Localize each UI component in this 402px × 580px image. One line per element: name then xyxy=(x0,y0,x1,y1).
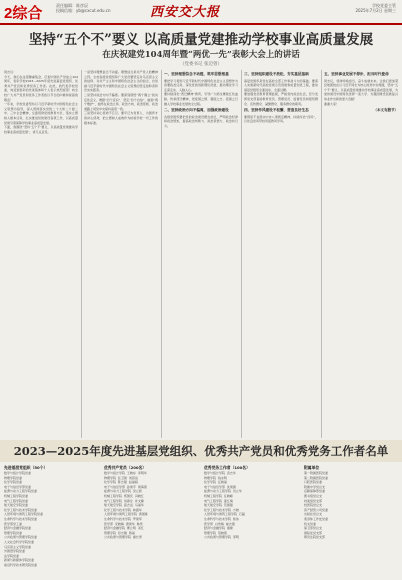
roster-entry: 档案馆党支部 xyxy=(304,498,323,503)
date-line: 2025年7月2日 星期三 xyxy=(355,8,396,13)
roster-entry: 航天航空学院党委 xyxy=(4,503,29,508)
roster-entry: 第二附属医院党委 xyxy=(304,475,329,480)
roster-entry: 能源与动力工程学院党委 xyxy=(4,489,38,494)
article-column-5 xyxy=(324,70,398,438)
paragraph: 一年来，学校党委坚持以习近平新时代中国特色社会主义思想为指导，深入贯彻落实党的二十大和二十届二中、三中全会精神，全面贯彻党的教育方针，落实立德树人根本任务，扎实推进党的建设各项工作，以高质量党建引领保障学校事业高质量发展。 xyxy=(4,102,78,125)
top-rule xyxy=(0,23,402,25)
roster-entry: 物理学院 张卫国 刘思远 xyxy=(104,475,138,480)
masthead xyxy=(0,0,402,24)
roster-entry: 电子与信息学部 沈建国 xyxy=(204,484,236,489)
article-headline: 坚持“五个不”要义 以高质量党建推动学校事业高质量发展 xyxy=(28,32,374,48)
article-note: （本文有删节） xyxy=(373,108,398,113)
roster-entry: 电气工程学院 何春生 许文静 xyxy=(104,498,144,503)
roster-entry: 公共政策与管理学院 谢长青 xyxy=(104,535,142,540)
roster-entry: 能源与动力工程学院 田立华 xyxy=(204,489,242,494)
roster-entry: 保卫部党总支 xyxy=(304,526,323,531)
paragraph: 要加强党员教育管理监督，严格党内政治生活，充分发挥党支部直接教育党员、管理党员、监督党员和组织群众、宣传群众、凝聚群众、服务群众的职责。 xyxy=(244,92,318,106)
roster-entry: 管理学院党委 xyxy=(4,530,23,535)
roster-entry: 化学学院党委 xyxy=(4,480,23,485)
email-line: 投稿信箱：yb@cxcut.edu.cn xyxy=(56,8,111,13)
roster-entry: 管理学院 贺晓燕 xyxy=(204,530,227,535)
roster-entry: 化学工程与技术学院 林振华 xyxy=(104,507,142,512)
roster-entry: 机关党委 xyxy=(304,521,317,526)
roster-entry: 医学部 宋晓梅 唐建华 韩雪 xyxy=(104,521,143,526)
roster-entry: 电气工程学院 姜红梅 xyxy=(204,498,233,503)
roster-entry: 医学部党工委 xyxy=(4,521,23,526)
roster-entry: 化学学院 汪晓丽 xyxy=(204,480,227,485)
newspaper-logo: 西安交大报 xyxy=(150,5,221,20)
roster-entry: 化学工程与技术学院党委 xyxy=(4,507,38,512)
roster-entry: 资产经营公司党委 xyxy=(304,507,329,512)
paragraph: 基层党组织是党在高校全部工作和战斗力的基础。要深入实施新时代高校党建示范创建和质量创优工程，推动基层党组织全面进步、全面过硬。 xyxy=(244,78,318,92)
roster-entry: 航天航空学院 范国强 xyxy=(204,503,233,508)
dateline xyxy=(355,3,396,13)
roster-entry: 航天航空学院 高志远 马丽华 xyxy=(104,503,144,508)
section-subhead: 四、坚持作风建设不松懈，营造良好生态 xyxy=(244,108,309,113)
section-subhead: 一、坚持理想信念不动摇，筑牢思想根基 xyxy=(164,72,229,76)
roster-entry: 电子与信息学部党委 xyxy=(4,484,32,489)
roster-entry: 管理学院 彭志刚 蒋丽 xyxy=(104,530,135,535)
paragraph: 同志们： xyxy=(4,70,17,74)
roster-entry: 外国语学院党委 xyxy=(4,549,26,554)
roster-entry: 经济与金融学院党委 xyxy=(4,526,32,531)
paragraph: 各级党组织要把党的政治建设摆在首位，严明政治纪律和政治规矩，提高政治判断力、政治领悟力、政治执行力。 xyxy=(164,114,238,128)
roster-entry: 法学院党委 xyxy=(4,553,20,558)
roster-section-title: 优秀党务工作者（100名） xyxy=(204,465,250,470)
roster-entry: 生命科学与技术学院 熊伟 xyxy=(204,516,239,521)
roster-entry: 出版社党总支 xyxy=(304,512,323,517)
roster-entry: 生命科学与技术学院党委 xyxy=(4,516,38,521)
roster-entry: 机械工程学院党委 xyxy=(4,493,29,498)
roster-column-1 xyxy=(4,464,98,576)
roster-entry: 机械工程学院 郑国庆 冯晓红 xyxy=(104,493,144,498)
column-divider xyxy=(321,70,322,438)
roster-entry: 研究生院党支部 xyxy=(304,535,326,540)
roster-entry: 校医院党总支 xyxy=(304,503,323,508)
paragraph: 今天，我们在这里隆重集会，庆祝中国共产党成立104周年，表彰学校2023—2025年度先进基层党组织、优秀共产党员和优秀党务工作者。在此，我代表学校党委，向受到表彰的先进集体和个人表示热烈祝贺！向全校广大共产党员和党务工作者致以节日的问候和崇高的敬意！ xyxy=(4,74,78,102)
column-divider xyxy=(161,70,162,438)
roster-entry: 口腔医院党委 xyxy=(304,480,323,485)
article-column-3 xyxy=(164,70,238,438)
roster-section-title: 先进基层党组织（50个） xyxy=(4,465,48,470)
article-byline: （党委书记 张迈曾） xyxy=(180,62,222,67)
roster-entry: 电子与信息学部 孙建平 周海燕 xyxy=(104,484,147,489)
publisher-line: 学校党委主管 xyxy=(372,3,396,8)
paragraph: 同志们，使命呼唤担当，奋斗成就未来。让我们更加紧密地团结在以习近平同志为核心的党中央周围，坚持“五个不”要义，以高质量党建推动学校事业高质量发展，为加快建设中国特色世界一流大学、为强国建设民族复兴伟业作出新的更大贡献！ xyxy=(324,78,398,101)
article-subheadline: 在庆祝建党104周年暨“两优一先”表彰大会上的讲话 xyxy=(102,50,300,60)
roster-entry: 公共政策与管理学院 邹明 xyxy=(204,535,239,540)
roster-entry: 后勤保障部党委 xyxy=(304,489,326,494)
paragraph: 要锲而不舍落实中央八项规定精神，持续纠治“四风”，以优良党风带校风促教风学风。 xyxy=(244,114,318,124)
paragraph: 下面，我围绕“坚持‘五个不’要义，以高质量党建推动学校事业高质量发展”，讲几点意见。 xyxy=(4,125,78,134)
roster-entry: 化学学院 陈志强 赵丽娟 xyxy=(104,480,138,485)
roster-entry: 机械工程学院 任晓峰 xyxy=(204,493,233,498)
article-column-2 xyxy=(84,70,158,438)
page-number: 2综合 xyxy=(4,5,43,22)
roster-entry: 公共政策与管理学院党委 xyxy=(4,535,38,540)
section-subhead: 二、坚持政治方向不偏离，加强政治建设 xyxy=(164,108,229,113)
roster-section-title: 优秀共产党员（200名） xyxy=(104,465,147,470)
roster-section-title: 附属单位 xyxy=(304,465,320,470)
roster-title: 2023—2025年度先进基层党组织、优秀共产党员和优秀党务工作者名单 xyxy=(13,444,389,458)
column-divider xyxy=(81,70,82,438)
roster-entry: 第一附属医院党委 xyxy=(304,471,329,475)
roster-entry: 物理学院 钱永明 xyxy=(204,475,227,480)
roster-entry: 能源与动力工程学院 吴立新 xyxy=(104,489,142,494)
roster-entry: 人文社会科学学院党委 xyxy=(4,539,35,544)
section-subhead: 五、坚持事业发展不停步，担当时代使命 xyxy=(324,72,389,76)
roster-column-4 xyxy=(304,464,398,576)
roster-entry: 电气工程学院党委 xyxy=(4,498,29,503)
roster-entry: 前沿科学技术研究院党委 xyxy=(4,562,38,567)
editor-line: 责任编辑：陈彦辰 xyxy=(56,3,88,8)
roster-entry: 国际处党支部 xyxy=(304,530,323,535)
section-subhead: 三、坚持组织建设不放松，夯实基层基础 xyxy=(244,72,309,76)
roster-entry: 生命科学与技术学院 罗建军 xyxy=(104,516,142,521)
column-divider xyxy=(241,70,242,438)
roster-entry: 医学部 白雪梅 崔志强 xyxy=(204,521,235,526)
paragraph: 一是坚持理想信念不动摇。理想信念是共产党人的精神之钙。全校各级党组织和广大党员要坚定对马克思主义的信仰、对共产主义和中国特色社会主义的信念，自觉做习近平新时代中国特色社会主义思想的坚定信仰者和忠实实践者。 xyxy=(84,70,158,93)
roster-entry: 人居环境与建筑工程学院党委 xyxy=(4,512,44,517)
paragraph: 三是坚持初心使命不忘记。要牢记为党育人、为国育才的初心使命，把立德树人成效作为检验学校一切工作的根本标准。 xyxy=(84,111,158,125)
editor-info xyxy=(56,3,111,13)
roster-entry: 人居环境与建筑工程学院 黄国栋 xyxy=(104,512,148,517)
roster-entry: 图书馆党总支 xyxy=(304,493,323,498)
roster-entry: 数学与统计学院党委 xyxy=(4,471,32,475)
roster-entry: 新闻与新媒体学院党委 xyxy=(4,558,35,563)
roster-entry: 数学与统计学院 王晓东 李明华 xyxy=(104,471,147,475)
roster-entry: 人居环境与建筑工程学院 石磊 xyxy=(204,512,245,517)
roster-entry: 化学工程与技术学院 方晓 xyxy=(204,507,239,512)
paragraph: 二是坚持政治方向不偏离。要深刻领悟“两个确立”的决定性意义，增强“四个意识”、坚定“四个自信”、做到“两个维护”，始终在政治立场、政治方向、政治原则、政治道路上同党中央保持高度一致。 xyxy=(84,92,158,111)
paragraph: 要持续深化“西迁精神”教育，引导广大师生赓续红色血脉，传承西迁精神，把爱国之情、强国之志、报国之行融入学校事业发展的全过程。 xyxy=(164,92,238,106)
roster-entry: 经济与金融学院 曹立明 邓红 xyxy=(104,526,144,531)
roster-entry: 马克思主义学院党委 xyxy=(4,544,32,549)
paragraph: 要把学习贯彻习近平新时代中国特色社会主义思想作为首要政治任务，深化党的创新理论武装，推动理论学习走深走实、入脑入心。 xyxy=(164,78,238,92)
article-column-4 xyxy=(244,70,318,438)
article-column-1 xyxy=(4,70,78,438)
roster-entry: 数学与统计学院 袁志华 xyxy=(204,471,236,475)
article-body xyxy=(4,70,398,438)
roster-entry: 经济与金融学院 康健 xyxy=(204,526,233,531)
honor-roster xyxy=(4,464,398,576)
roster-entry: 离退休工作处党委 xyxy=(304,516,329,521)
roster-column-3 xyxy=(204,464,298,576)
roster-entry: 物理学院党委 xyxy=(4,475,23,480)
roster-entry: 附属中学党总支 xyxy=(304,484,326,489)
roster-column-2 xyxy=(104,464,198,576)
paragraph: 谢谢大家！ xyxy=(324,101,340,106)
